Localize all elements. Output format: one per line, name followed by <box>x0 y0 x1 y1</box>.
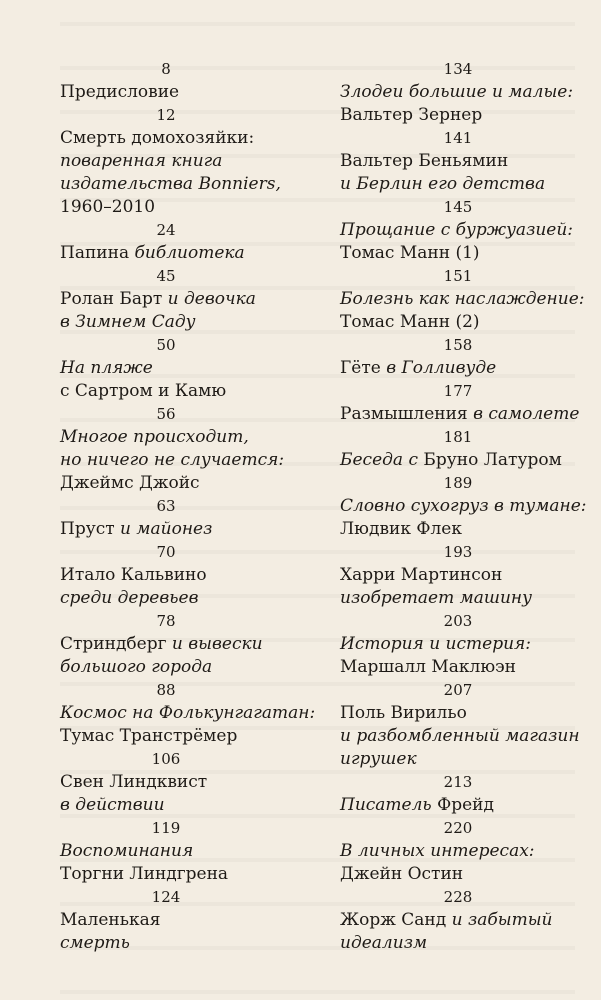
toc-entry <box>60 610 272 679</box>
toc-entry <box>60 817 272 886</box>
entry-title-line <box>340 242 576 265</box>
entry-title-line <box>60 472 272 495</box>
toc-entry <box>340 127 576 196</box>
entry-title-line <box>340 932 576 955</box>
italic-segment: Прощание с буржуазией: <box>340 220 574 240</box>
italic-segment: в самолете <box>473 404 580 424</box>
italic-segment: и майонез <box>120 519 213 539</box>
toc-entry <box>340 610 576 679</box>
entry-title-line <box>340 656 576 679</box>
italic-segment: в Зимнем Саду <box>60 312 196 332</box>
italic-segment: и Берлин его детства <box>340 174 546 194</box>
toc-column-right <box>340 58 587 955</box>
page-number: 193 <box>443 543 473 561</box>
entry-title-line <box>60 127 272 150</box>
toc-entry <box>340 817 576 886</box>
entry-title-line <box>340 725 580 748</box>
text-segment: Итало Кальвино <box>60 565 207 585</box>
entry-title-line <box>60 633 272 656</box>
entry-title-line <box>340 150 576 173</box>
italic-segment: История и истерия: <box>340 634 532 654</box>
text-segment: Гёте <box>340 358 387 378</box>
text-segment: Маршалл Маклюэн <box>340 657 516 677</box>
page-number: 141 <box>443 129 473 147</box>
text-segment: Томас Манн (2) <box>340 312 480 332</box>
italic-segment: изобретает машину <box>340 588 532 608</box>
entry-title-line <box>60 426 272 449</box>
text-segment: Вальтер Беньямин <box>340 151 509 171</box>
text-segment: с Сартром и Камю <box>60 381 227 401</box>
entry-title-line <box>60 357 272 380</box>
toc-entry <box>60 334 272 403</box>
page-number: 56 <box>156 405 176 423</box>
italic-segment: в Голливуде <box>386 358 497 378</box>
entry-title-line <box>340 748 576 771</box>
italic-segment: но ничего не случается: <box>60 450 285 470</box>
toc-entry <box>340 541 576 610</box>
page-number: 213 <box>443 773 473 791</box>
text-segment: Размышления <box>340 404 474 424</box>
entry-title-line <box>60 794 272 817</box>
italic-segment: идеализм <box>340 933 428 953</box>
page-number: 45 <box>156 267 176 285</box>
entry-title-line <box>60 840 272 863</box>
entry-title-line <box>340 863 576 886</box>
italic-segment: и забытый <box>451 910 553 930</box>
toc-entry <box>340 472 587 541</box>
entry-title-line <box>340 840 576 863</box>
page-number: 119 <box>151 819 181 837</box>
italic-segment: и вывески <box>171 634 263 654</box>
entry-title-line <box>340 81 576 104</box>
italic-segment: издательства Bonniers, <box>60 174 281 194</box>
toc-entry <box>60 104 281 219</box>
italic-segment: Космос на Фолькунгагатан: <box>60 703 316 723</box>
toc-entry <box>60 58 272 104</box>
toc-entry <box>340 265 585 334</box>
text-segment: Свен Линдквист <box>60 772 208 792</box>
page-number: 145 <box>443 198 473 216</box>
toc-entry <box>60 679 316 748</box>
italic-segment: поваренная книга <box>60 151 223 171</box>
page-number: 78 <box>156 612 176 630</box>
entry-title-line <box>60 863 272 886</box>
page-number: 228 <box>443 888 473 906</box>
toc-entry <box>60 886 272 955</box>
entry-title-line <box>60 311 272 334</box>
entry-title-line <box>60 656 272 679</box>
italic-segment: и девочка <box>167 289 256 309</box>
italic-segment: большого города <box>60 657 213 677</box>
entry-title-line <box>340 633 576 656</box>
text-segment: Торгни Линдгрена <box>60 864 229 884</box>
entry-title-line <box>60 909 272 932</box>
toc-entry <box>340 886 576 955</box>
page-number: 158 <box>443 336 473 354</box>
entry-title-line <box>60 242 272 265</box>
italic-segment: смерть <box>60 933 130 953</box>
page-number: 181 <box>443 428 473 446</box>
italic-segment: библиотека <box>134 243 245 263</box>
toc-entry <box>340 771 576 817</box>
entry-title-line <box>60 725 272 748</box>
toc-entry <box>340 426 576 472</box>
page-number: 70 <box>156 543 176 561</box>
text-segment: Пруст <box>60 519 121 539</box>
page-number: 220 <box>443 819 473 837</box>
entry-title-line <box>340 173 576 196</box>
toc-column-left <box>60 58 316 955</box>
text-segment: 1960–2010 <box>60 197 156 217</box>
toc-entry <box>340 679 580 771</box>
text-segment: Поль Вирильо <box>340 703 467 723</box>
entry-title-line <box>340 518 576 541</box>
entry-title-line <box>60 564 272 587</box>
toc-entry <box>60 495 272 541</box>
page-number: 207 <box>443 681 473 699</box>
entry-title-line <box>340 794 576 817</box>
page-number: 203 <box>443 612 473 630</box>
text-segment: Фрейд <box>437 795 494 815</box>
text-segment: Стриндберг <box>60 634 172 654</box>
page-number: 88 <box>156 681 176 699</box>
text-segment: Маленькая <box>60 910 161 930</box>
entry-title-line <box>60 771 272 794</box>
entry-title-line <box>340 104 576 127</box>
page-number: 189 <box>443 474 473 492</box>
italic-segment: Многое происходит, <box>60 427 249 447</box>
italic-segment: На пляже <box>60 358 153 378</box>
entry-title-line <box>60 518 272 541</box>
page-number: 124 <box>151 888 181 906</box>
italic-segment: В личных интересах: <box>340 841 535 861</box>
entry-title-line <box>60 449 285 472</box>
text-segment: Джейн Остин <box>340 864 464 884</box>
page-number: 151 <box>443 267 473 285</box>
entry-title-line <box>340 219 576 242</box>
toc-entry <box>60 541 272 610</box>
entry-title-line <box>340 495 587 518</box>
text-segment: Томас Манн (1) <box>340 243 480 263</box>
text-segment: Ролан Барт <box>60 289 168 309</box>
text-segment: Тумас Транстрёмер <box>60 726 238 746</box>
italic-segment: Писатель <box>340 795 438 815</box>
page-number: 177 <box>443 382 473 400</box>
text-segment: Джеймс Джойс <box>60 473 200 493</box>
page-number: 106 <box>151 750 181 768</box>
entry-title-line <box>340 403 580 426</box>
text-segment: Предисловие <box>60 82 180 102</box>
entry-title-line <box>60 173 281 196</box>
page-number: 50 <box>156 336 176 354</box>
entry-title-line <box>340 449 576 472</box>
page-number: 12 <box>156 106 176 124</box>
toc-entry <box>340 380 580 426</box>
page-number: 63 <box>156 497 176 515</box>
italic-segment: Словно сухогруз в тумане: <box>340 496 587 516</box>
toc-entry <box>340 334 576 380</box>
entry-title-line <box>60 81 272 104</box>
toc-entry <box>340 196 576 265</box>
text-segment: Бруно Латуром <box>423 450 562 470</box>
italic-segment: Болезнь как наслаждение: <box>340 289 585 309</box>
toc-entry <box>60 748 272 817</box>
text-segment: Смерть домохозяйки: <box>60 128 255 148</box>
italic-segment: и разбомбленный магазин <box>340 726 580 746</box>
italic-segment: Воспоминания <box>60 841 194 861</box>
toc-entry <box>340 58 576 127</box>
text-segment: Папина <box>60 243 135 263</box>
entry-title-line <box>340 357 576 380</box>
italic-segment: среди деревьев <box>60 588 199 608</box>
entry-title-line <box>60 380 272 403</box>
entry-title-line <box>340 288 585 311</box>
entry-title-line <box>60 196 272 219</box>
entry-title-line <box>340 702 576 725</box>
italic-segment: игрушек <box>340 749 417 769</box>
entry-title-line <box>340 587 576 610</box>
italic-segment: в действии <box>60 795 165 815</box>
page-number: 134 <box>443 60 473 78</box>
text-segment: Вальтер Зернер <box>340 105 483 125</box>
toc-entry <box>60 403 285 495</box>
entry-title-line <box>60 932 272 955</box>
entry-title-line <box>60 288 272 311</box>
text-segment: Людвик Флек <box>340 519 462 539</box>
page-number: 24 <box>156 221 176 239</box>
entry-title-line <box>340 564 576 587</box>
entry-title-line <box>340 909 576 932</box>
entry-title-line <box>340 311 576 334</box>
toc-entry <box>60 265 272 334</box>
entry-title-line <box>60 150 272 173</box>
entry-title-line <box>60 702 316 725</box>
toc-entry <box>60 219 272 265</box>
text-segment: Харри Мартинсон <box>340 565 503 585</box>
italic-segment: Беседа с <box>340 450 424 470</box>
italic-segment: Злодеи большие и малые: <box>340 82 574 102</box>
entry-title-line <box>60 587 272 610</box>
page-number: 8 <box>161 60 171 78</box>
text-segment: Жорж Санд <box>340 910 452 930</box>
